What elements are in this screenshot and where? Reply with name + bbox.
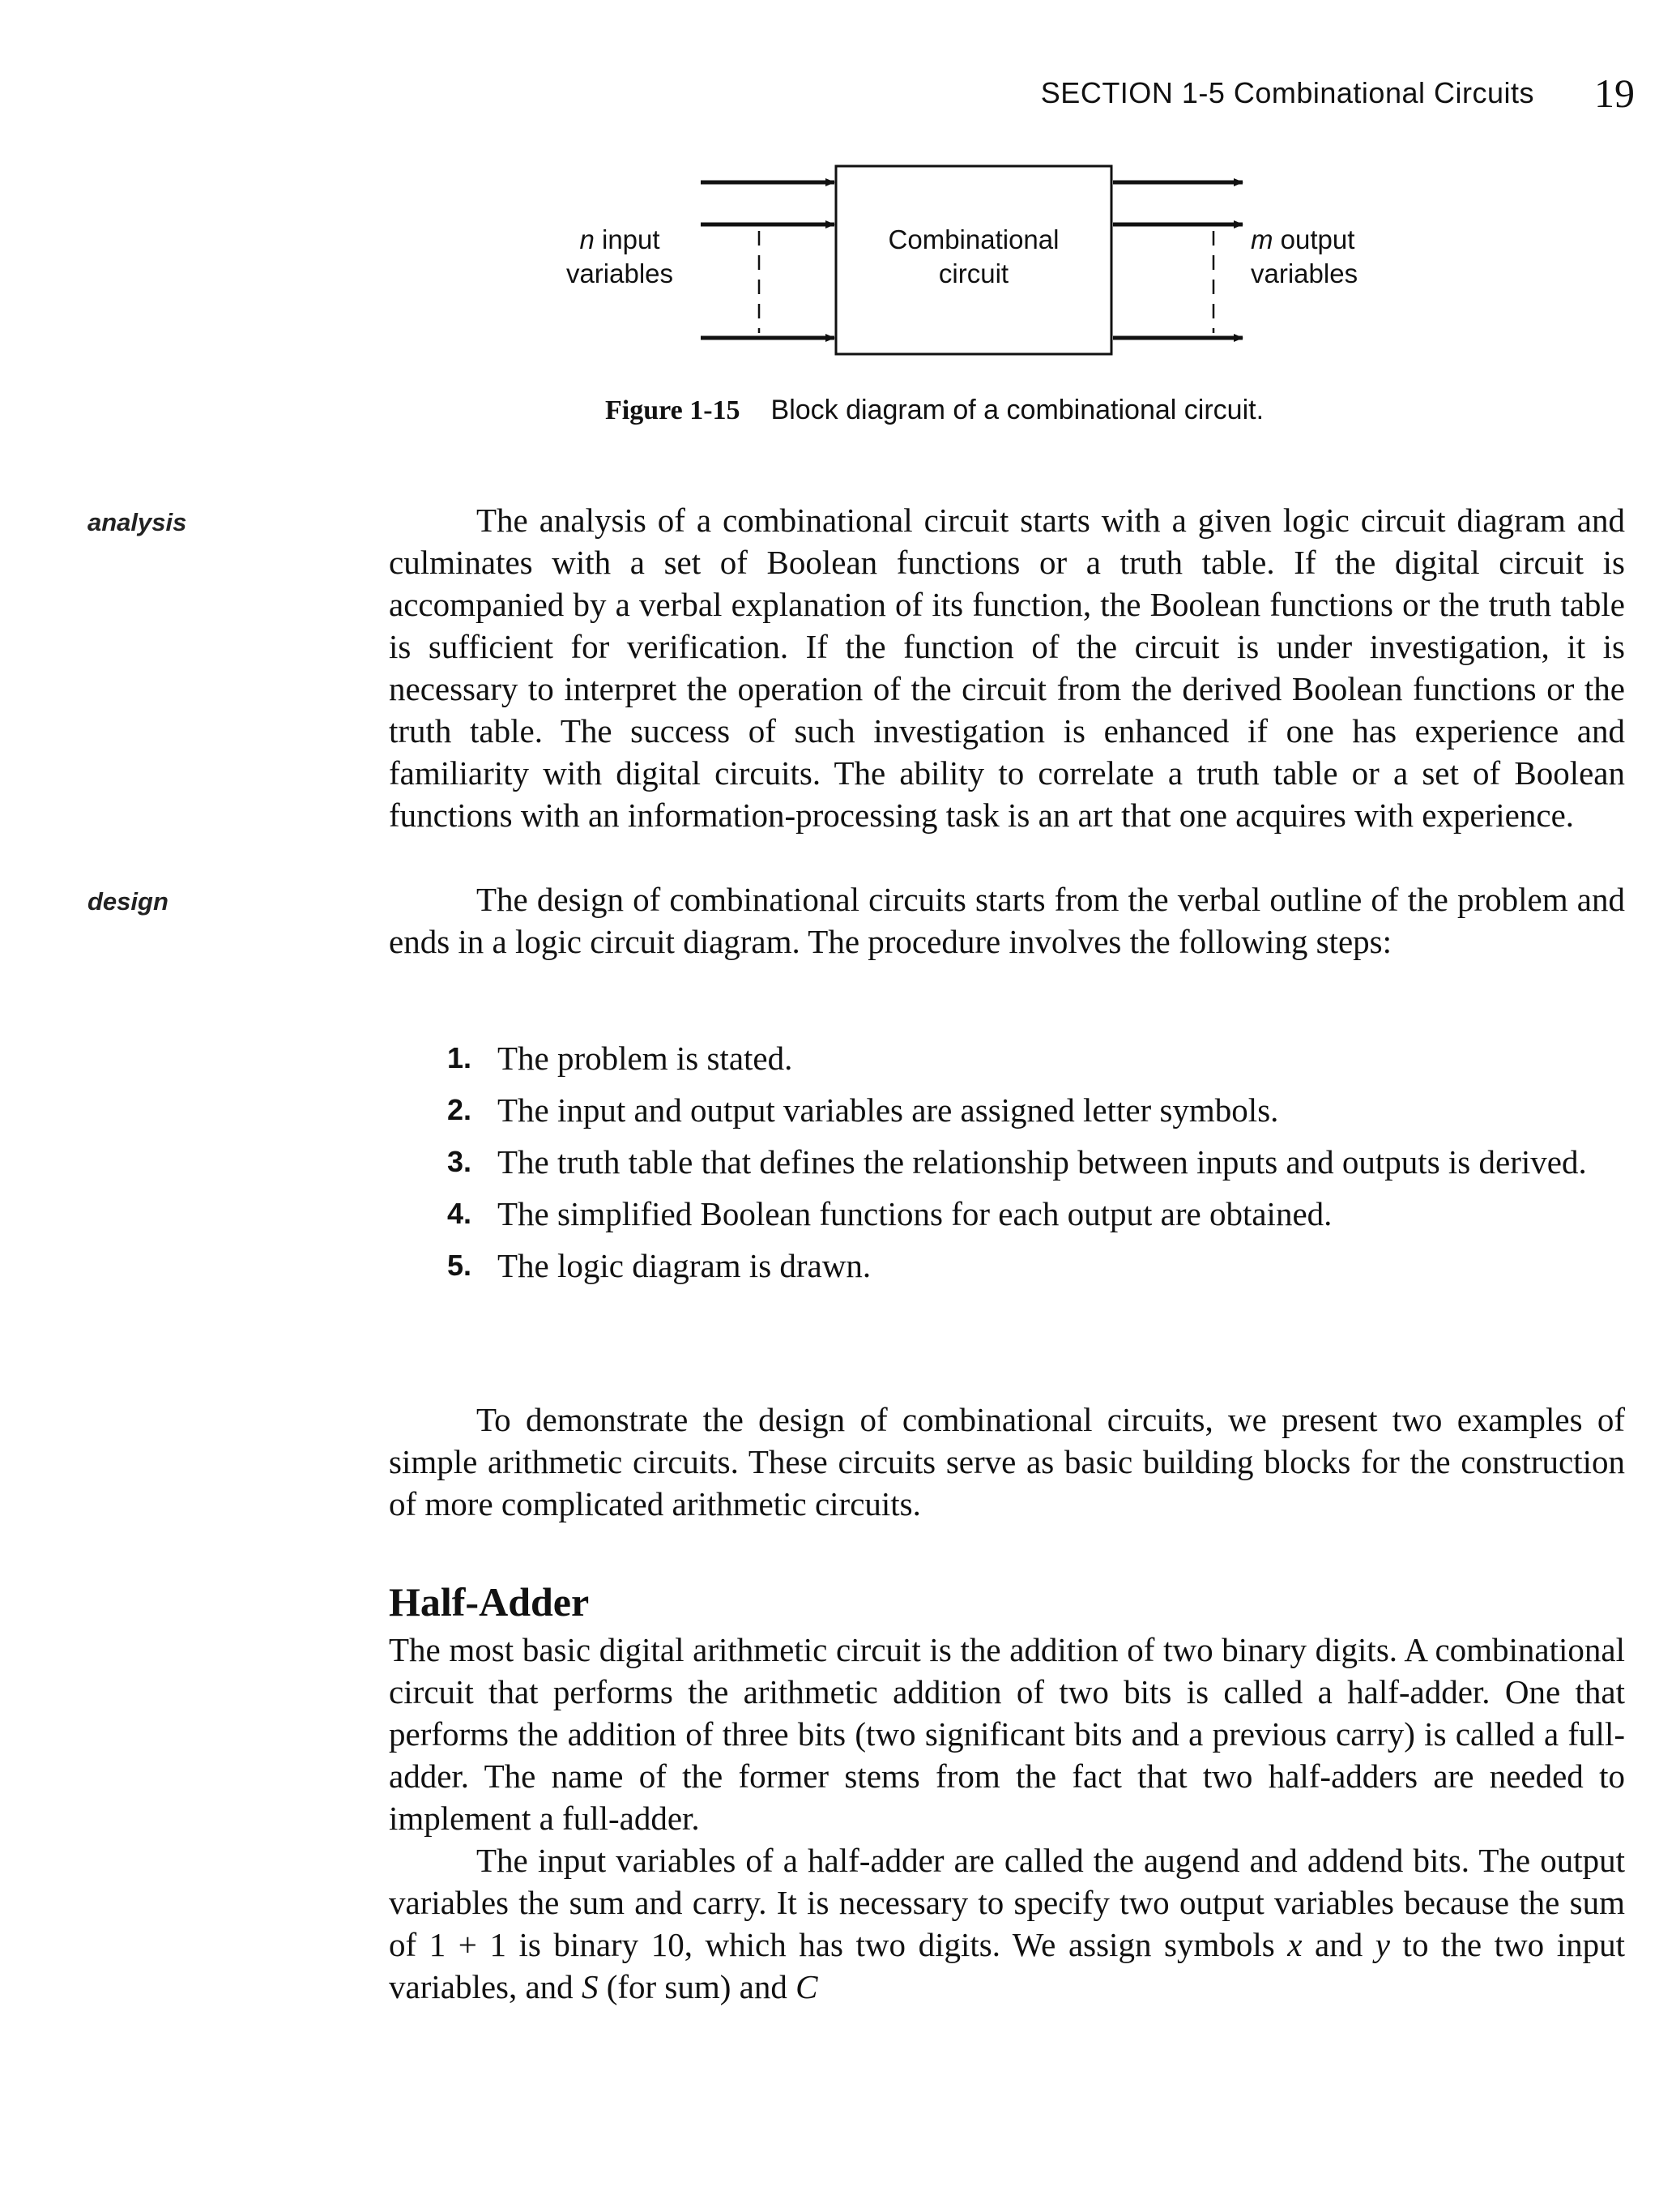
list-item: 1. The problem is stated. — [447, 1040, 793, 1077]
block-diagram — [518, 150, 1358, 369]
list-item: 2. The input and output variables are assigned letter symbols. — [447, 1091, 1279, 1129]
paragraph-analysis: The analysis of a combinational circuit starts with a given logic circuit diagram and culminates with a set of Boolean functions or a truth table. If the digital circuit is accompanied by a verbal explanation of its function, the Boolean functions or the truth table is sufficient for verification. If the function of the circuit is under investigation, it is necessary to interpret the operation of the circuit from the derived Boolean functions or the truth table. The success of such investigation is enhanced if one has experience and familiarity with digital circuits. The ability to correlate a truth table or a set of Boolean functions with an information-processing task is an art that one acquires with experience. — [389, 502, 1625, 834]
margin-note-analysis: analysis — [87, 508, 187, 536]
paragraph-demonstrate: To demonstrate the design of combinational circuits, we present two examples of simple arithmetic circuits. These circuits serve as basic building blocks for the construction of more complicated arithmetic circuits. — [389, 1401, 1625, 1522]
list-item: 3. The truth table that defines the relationship between inputs and outputs is derived. — [447, 1143, 1587, 1181]
figure-number: Figure 1-15 — [605, 395, 740, 425]
output-label: m output variables — [1251, 224, 1358, 288]
input-label: n input variables — [565, 224, 674, 288]
figure-caption — [605, 395, 1264, 426]
section-title: SECTION 1-5 Combinational Circuits — [1040, 76, 1534, 109]
margin-note-design: design — [87, 887, 168, 916]
list-item: 5. The logic diagram is drawn. — [447, 1247, 872, 1284]
design-steps-list — [447, 1037, 1625, 1296]
paragraph-design: The design of combinational circuits starts from the verbal outline of the problem and ends in a logic circuit diagram. The procedure involves the following steps: — [389, 881, 1625, 960]
section-heading-half-adder: Half-Adder — [389, 1579, 590, 1625]
list-item: 4. The simplified Boolean functions for each output are obtained. — [447, 1195, 1333, 1232]
paragraph-half-adder-variables: The input variables of a half-adder are called the augend and addend bits. The output variables the sum and carry. It is necessary to specify two output variables because the sum of 1 + 1 is binary 10, which has two digits. We assign symbols x and y to the two input variables, and S (for sum) and C — [389, 1842, 1626, 2005]
running-head — [1041, 70, 1635, 118]
paragraph-half-adder-intro: The most basic digital arithmetic circuit is the addition of two binary digits. A combinational circuit that performs the arithmetic addition of two bits is called a half-adder. One that performs the addition of three bits (two significant bits and a previous carry) is called a full-adder. The name of the former stems from the fact that two half-adders are needed to implement a full-adder. — [389, 1631, 1625, 1837]
page-number: 19 — [1594, 70, 1635, 116]
circuit-label: Combinational circuit — [888, 224, 1060, 288]
figure-caption-text: Block diagram of a combinational circuit. — [770, 395, 1265, 425]
